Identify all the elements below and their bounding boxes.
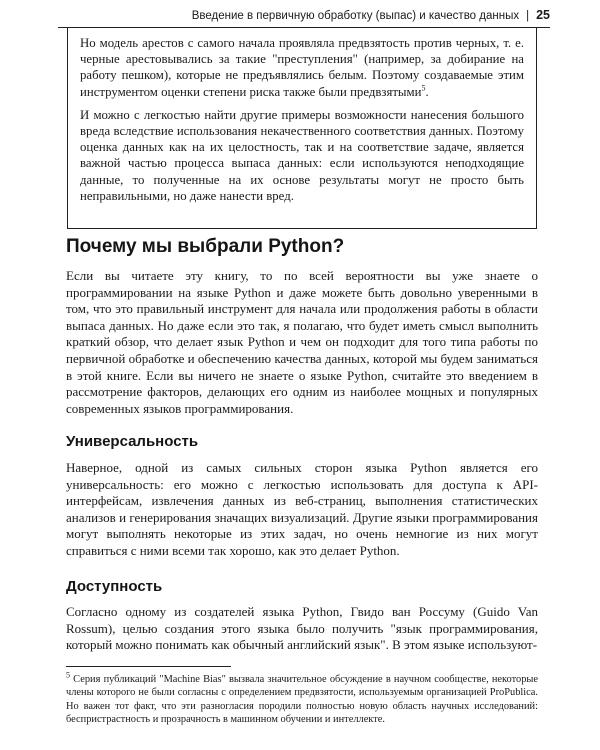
header-separator: |	[526, 10, 530, 22]
callout-paragraph-2: И можно с легкостью найти другие примеры возможности нанесения большого вреда вследствие использования некачественного соответствия данных. Поэтому оценка данных как на их целостность, так и на соответствие задаче, является важной частью процесса выпаса данных: если используются неподходящие данные, то полученные на их основе результаты могут не просто быть неправильными, но даже нанести вред.	[80, 107, 524, 203]
paragraph-versatility: Наверное, одной из самых сильных сторон языка Python является его универсальность: его можно с легкостью использовать для доступа к API-интерфейсам, извлечения данных из веб-страниц, выполнения статистических анализов и генерирования значащих визуализаций. Другие языки программирования могут выполнять некоторые из этих задач, но очень немногие из них могут справиться с ними всеми так хорошо, как это делает Python.	[66, 460, 538, 558]
footnote-reference: 5	[421, 83, 426, 93]
footnote	[66, 670, 538, 727]
paragraph-accessibility: Согласно одному из создателей языка Python, Гвидо ван Россуму (Guido Van Rossum), целью создания этого языка было получить "язык программирования, который можно понимать как обычный английский язык". В этом языке используют-	[66, 604, 538, 653]
footnote-marker: 5	[66, 670, 70, 680]
callout-paragraph-1-text: Но модель арестов с самого начала проявляла предвзятость против черных, т. е. черные арестовывались за такие "преступления" (например, за добирание на работу пешком), которые не предъявлялись белым. Поэтому создаваемые этим инструментом оценки степени риска также были предвзятыми	[80, 36, 524, 99]
footnote-text: Серия публикаций "Machine Bias" вызвала значительное обсуждение в научном сообществе, некоторые члены которого не были согласны с определением предвзятости, используемым организацией ProPublica. Но важен тот факт, что эти разногласия породили полностью новую область научных исследований: беспристрастность и прозрачность в машинном обучении и интеллекте.	[66, 674, 538, 726]
subsection-heading-versatility: Универсальность	[66, 433, 199, 450]
running-header-title: Введение в первичную обработку (выпас) и качество данных	[191, 10, 520, 22]
running-header	[58, 8, 550, 22]
section-heading-why-python: Почему мы выбрали Python?	[66, 236, 345, 257]
page-number: 25	[536, 8, 550, 22]
subsection-heading-accessibility: Доступность	[66, 578, 163, 595]
footnote-rule	[66, 666, 231, 667]
callout-paragraph-1: Но модель арестов с самого начала проявляла предвзятость против черных, т. е. черные арестовывались за такие "преступления" (например, за добирание на работу пешком), которые не предъявлялись белым. Поэтому создаваемые этим инструментом оценки степени риска также были предвзятыми$^5$.	[80, 36, 524, 99]
callout-box	[67, 27, 537, 229]
paragraph-why-python: Если вы читаете эту книгу, то по всей вероятности вы уже знаете о программировании на языке Python и даже можете быть довольно уверенными в том, что это правильный инструмент для начала или продолжения работы в области выпаса данных. Но даже если это так, я полагаю, что будет иметь смысл выполнить краткий обзор, что делает язык Python и чем он подходит для того типа работы по первичной обработке и обеспечению качества данных, которой мы будем заниматься в этой книге. Если вы ничего не знаете о языке Python, считайте это введением в рассмотрение факторов, делающих его одним из наиболее мощных и популярных современных языков программирования.	[66, 268, 538, 416]
